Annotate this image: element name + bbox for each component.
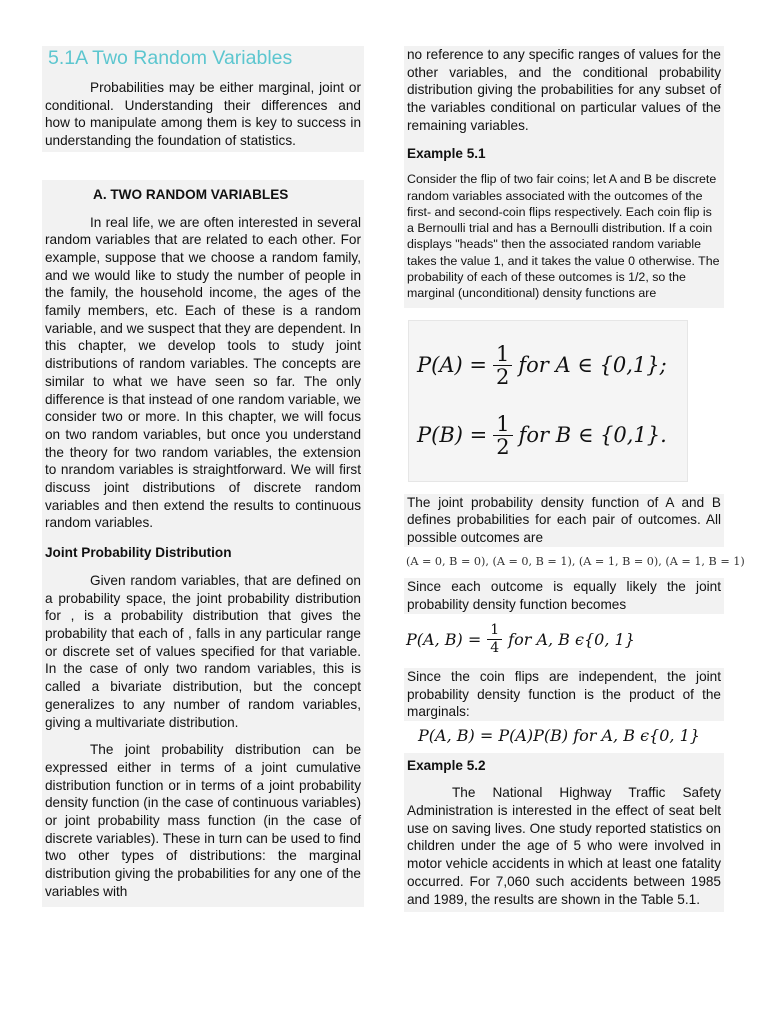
heading-two-random-variables: A. TWO RANDOM VARIABLES — [93, 186, 289, 202]
pab-rhs: for A, B ϵ{0, 1} — [508, 629, 635, 649]
fraction-one-half-b — [493, 413, 512, 458]
example-5-1-heading: Example 5.1 — [407, 145, 486, 161]
left-column — [42, 46, 364, 907]
fraction-denominator: 2 — [495, 365, 510, 390]
fraction-numerator: 1 — [493, 343, 512, 366]
product-formula: P(A, B) = P(A)P(B) for A, B ϵ{0, 1} — [418, 725, 700, 745]
continuation-paragraph: no reference to any specific ranges of values for the other variables, and the conditional probability distribution giving the probabilities for any subset of the variables conditional on particular values of the remaining variables. — [407, 47, 721, 133]
joint-density-formula — [406, 620, 724, 660]
fraction-one-half-a — [493, 343, 512, 388]
fraction-numerator: 1 — [493, 413, 512, 436]
section-title: 5.1A Two Random Variables — [48, 47, 293, 69]
continuation-section — [404, 46, 724, 308]
formula-pb-rhs: for B ∈ {0,1}. — [518, 422, 667, 447]
outcomes-list: (A = 0, B = 0), (A = 0, B = 1), (A = 1, B = 0), (A = 1, B = 1) — [406, 554, 745, 568]
joint-distribution-paragraph-1: Given random variables, that are defined on a probability space, the joint probability distribution for , is a probability distribution that gives the probability that each of , falls in any particular range or discrete set of values specified for that variable. In the case of only two random variables, this is called a bivariate distribution, but the concept generalizes to any number of random variables, giving a multivariate distribution. — [45, 572, 361, 730]
independence-section — [404, 668, 724, 721]
equally-likely-paragraph: Since each outcome is equally likely the joint probability density function becomes — [407, 579, 721, 613]
formula-pa — [417, 331, 679, 401]
example-5-1-text: Consider the flip of two fair coins; let A and B be discrete random variables associated with the outcomes of the first- and second-coin flips respectively. Each coin flip is a Bernoulli trial and has a Bernoulli distribution. If a coin displays "heads" then the associated random variable takes the value 1, and it takes the value 0 otherwise. The probability of each of these outcomes is 1/2, so the marginal (unconditional) density functions are — [407, 172, 720, 301]
joint-density-paragraph: The joint probability density function of A and B defines probabilities for each pair of outcomes. All possible outcomes are — [407, 494, 721, 545]
intro-section — [42, 46, 364, 152]
formula-pa-rhs: for A ∈ {0,1}; — [518, 352, 667, 377]
heading-joint-probability-distribution: Joint Probability Distribution — [45, 545, 232, 561]
example-5-2-heading: Example 5.2 — [407, 757, 486, 773]
example-5-2-section — [404, 753, 724, 913]
equally-likely-section — [404, 578, 724, 613]
two-random-variables-section — [42, 180, 364, 907]
fraction-denominator: 2 — [496, 435, 510, 460]
independence-paragraph: Since the coin flips are independent, the joint probability density function is the product of the marginals: — [407, 668, 721, 720]
right-column — [404, 46, 745, 912]
formula-pb — [417, 401, 679, 471]
fraction-denominator: 4 — [490, 640, 500, 657]
fraction-numerator: 1 — [487, 622, 502, 640]
formula-pa-lhs: P(A) = — [417, 352, 487, 377]
fraction-one-quarter — [487, 622, 502, 657]
marginal-density-formulas — [408, 320, 688, 482]
intro-paragraph: Probabilities may be either marginal, joint or conditional. Understanding their differences and how to manipulate among them is key to success in understanding the foundation of statistics. — [45, 80, 361, 149]
joint-section — [404, 494, 724, 547]
example-5-2-text: The National Highway Traffic Safety Administration is interested in the effect of seat belt use on saving lives. One study reported statistics on children under the age of 5 who were involved in motor vehicle accidents in which at least one fatality occurred. For 7,060 such accidents between 1985 and 1989, the results are shown in the Table 5.1. — [407, 785, 721, 907]
pab-lhs: P(A, B) = — [406, 629, 482, 649]
formula-pb-lhs: P(B) = — [417, 422, 488, 447]
two-random-variables-paragraph: In real life, we are often interested in several random variables that are related to each other. For example, suppose that we choose a random family, and we would like to study the number of people in the family, the household income, the ages of the family members, etc. Each of these is a random variable, and we suspect that they are dependent. In this chapter, we develop tools to study joint distributions of random variables. The concepts are similar to what we have seen so far. The only difference is that instead of one random variable, we consider two or more. In this chapter, we will focus on two random variables, but once you understand the theory for two random variables, the extension to nrandom variables is straightforward. We will first discuss joint distributions of discrete random variables and then extend the results to continuous random variables. — [45, 214, 361, 531]
joint-distribution-paragraph-2: The joint probability distribution can be expressed either in terms of a joint cumulative distribution function or in terms of a joint probability density function (in the case of continuous variables) or joint probability mass function (in the case of discrete variables). These in turn can be used to find two other types of distributions: the marginal distribution giving the probabilities for any one of the variables with — [45, 742, 361, 899]
